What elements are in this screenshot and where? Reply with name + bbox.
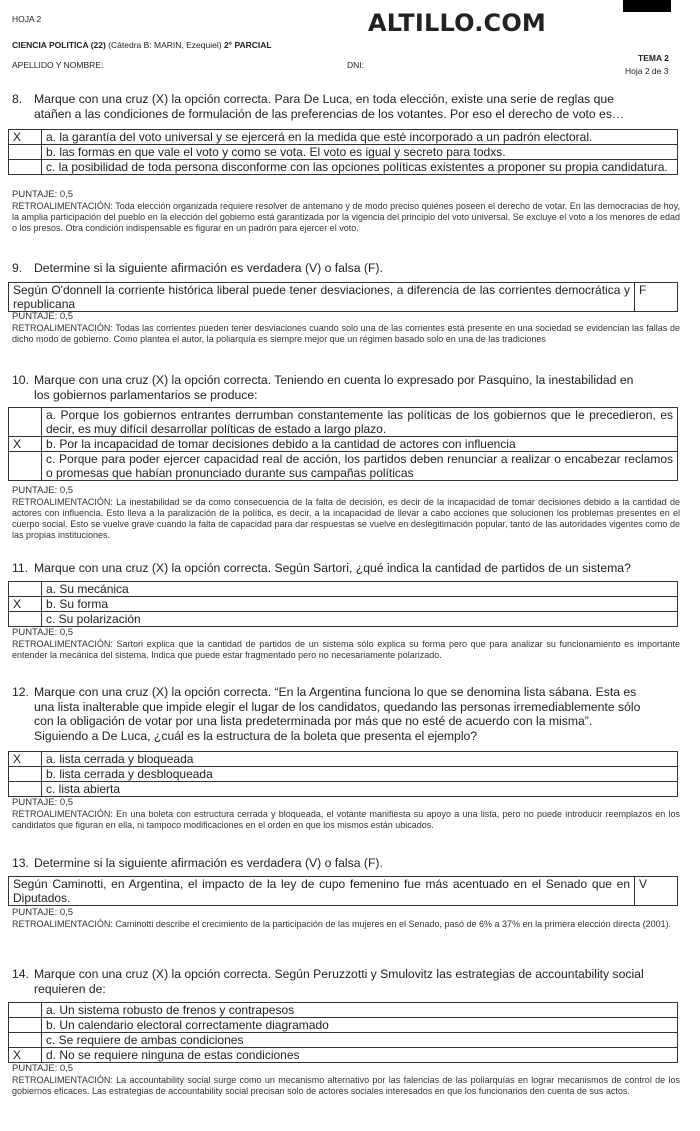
statement-table-q9 [8, 282, 678, 312]
option-row[interactable] [9, 1018, 678, 1033]
page-indicator: Hoja 2 de 3 [625, 66, 669, 76]
question-number: 8. [12, 92, 23, 106]
option-text: a. la garantía del voto universal y se ejercerá en la medida que esté incorporado a un padrón electoral. [42, 130, 678, 145]
option-mark[interactable]: X [9, 752, 42, 767]
option-mark[interactable] [9, 452, 42, 481]
score-label: PUNTAJE: 0,5 [12, 1063, 74, 1074]
option-text: c. Se requiere de ambas condiciones [42, 1033, 678, 1048]
question-number: 11. [12, 561, 29, 575]
options-table-q12 [8, 751, 678, 797]
option-mark[interactable]: X [9, 130, 42, 145]
feedback-text: RETROALIMENTACIÓN: Sartori explica que la cantidad de partidos de un sistema sólo explica su forma pero que para analizar su funcionamiento es importante entender la mecánica del sistema. Indica que puede estar fragmentado pero no necesariamente polarizado. [12, 639, 680, 660]
option-text: c. Porque para poder ejercer capacidad real de acción, los partidos deben renunciar a realizar o encabezar reclamos o promesas que habían pronunciado durante sus campañas políticas [42, 452, 678, 481]
question-number: 9. [12, 261, 23, 275]
question-11 [12, 561, 672, 576]
question-text-cont: requieren de: [34, 981, 106, 996]
option-text: b. las formas en que vale el voto y como se vota. El voto es igual y secreto para todxs. [42, 145, 678, 160]
question-number: 14. [12, 967, 29, 981]
option-text: a. Porque los gobiernos entrantes derrumban constantemente las políticas de los gobiernos que le precedieron, es decir, es muy difícil desarrollar políticas de estado a largo plazo. [42, 408, 678, 437]
option-row[interactable] [9, 452, 678, 481]
feedback-text: RETROALIMENTACIÓN: La accountability social surge como un mecanismo alternativo por las falencias de las poliarquías en lograr mecanismos de control de los gobiernos eficaces. Las estrategias de accountability social precisan solo de actores sociales interesados en que los funcionarios den cuenta de sus actos. [12, 1075, 680, 1096]
feedback-text: RETROALIMENTACIÓN: Toda elección organizada requiere resolver de antemano y de modo preciso quiénes poseen el derecho de votar. En las democracias de hoy, la amplia participación del pueblo en la elección del gobierno está garantizada por la vigencia del principio del voto universal. Se excluye el voto a los menores de edad o los presos. Otra condición indispensable es figurar en un padrón para ejercer el voto. [12, 201, 680, 233]
option-text: b. Su forma [42, 597, 678, 612]
option-row[interactable] [9, 597, 678, 612]
statement-text: Según O'donnell la corriente histórica liberal puede tener desviaciones, a diferencia de las corrientes democrática y republicana [9, 283, 635, 312]
options-table-q11 [8, 581, 678, 627]
option-row[interactable] [9, 1048, 678, 1063]
parcial: 2° PARCIAL [223, 40, 272, 50]
question-text: Marque con una cruz (X) la opción correcta. Teniendo en cuenta lo expresado por Pasquino, la inestabilidad en [34, 373, 634, 387]
score-label: PUNTAJE: 0,5 [12, 797, 74, 808]
question-text-cont: una lista inalterable que impide elegir el lugar de los candidatos, quedando las personas irremediablemente sólo [34, 699, 641, 714]
score-label: PUNTAJE: 0,5 [12, 189, 74, 200]
options-table-q14 [8, 1002, 678, 1063]
option-text: c. Su polarización [42, 612, 678, 627]
question-text: Determine si la siguiente afirmación es verdadera (V) o falsa (F). [34, 261, 383, 275]
question-number: 10. [12, 373, 29, 387]
option-row[interactable] [9, 752, 678, 767]
option-text: a. Un sistema robusto de frenos y contrapesos [42, 1003, 678, 1018]
question-number: 12. [12, 685, 29, 699]
option-mark[interactable] [9, 145, 42, 160]
option-text: d. No se requiere ninguna de estas condiciones [42, 1048, 678, 1063]
question-number: 13. [12, 856, 29, 870]
question-text: Determine si la siguiente afirmación es verdadera (V) o falsa (F). [34, 856, 383, 870]
option-row[interactable] [9, 408, 678, 437]
catedra: (Cátedra B: MARIN, Ezequiel) [108, 40, 222, 50]
option-row[interactable] [9, 612, 678, 627]
option-mark[interactable] [9, 1033, 42, 1048]
site-logo: ALTILLO.COM [368, 9, 547, 37]
question-text: Marque con una cruz (X) la opción correcta. “En la Argentina funciona lo que se denomina lista sábana. Esta es [34, 685, 637, 699]
options-table-q8 [8, 129, 678, 175]
option-mark[interactable] [9, 408, 42, 437]
question-text: Marque con una cruz (X) la opción correcta. Según Sartori, ¿qué indica la cantidad de partidos de un sistema? [34, 561, 631, 575]
score-label: PUNTAJE: 0,5 [12, 627, 74, 638]
option-row[interactable] [9, 160, 678, 175]
score-label: PUNTAJE: 0,5 [12, 907, 74, 918]
feedback-text: RETROALIMENTACIÓN: La inestabilidad se da como consecuencia de la falta de decisión, es decir de la incapacidad de tomar decisiones debido a la cantidad de actores con influencia. Esto lleva a la paralización de la política, es decir, a la incapacidad de llevar a cabo acciones que solucionen los problemas presentes en el cuerpo social. Esto se vuelve grave cuando la falta de capacidad para dar respuestas se vuelve en deslegitimación popular, tanto de las autoridades vigentes como de las propias instituciones. [12, 497, 680, 540]
dni-label: DNI: [347, 60, 364, 70]
feedback-text: RETROALIMENTACIÓN: Todas las corrientes pueden tener desviaciones cuando solo una de las corrientes está presente en una sociedad se evidencian las fallas de dicho modo de gobierno. Como plantea el autor, la poliarquía es siempre mejor que un régimen basado solo en una de las tradiciones [12, 323, 680, 344]
option-row[interactable] [9, 145, 678, 160]
score-label: PUNTAJE: 0,5 [12, 485, 74, 496]
option-row[interactable] [9, 767, 678, 782]
option-row[interactable] [9, 437, 678, 452]
option-row[interactable] [9, 582, 678, 597]
option-text: b. Por la incapacidad de tomar decisiones debido a la cantidad de actores con influencia [42, 437, 678, 452]
question-text-cont: los gobiernos parlamentarios se produce: [34, 387, 258, 402]
question-10 [12, 373, 672, 402]
true-false-answer[interactable]: V [635, 877, 678, 906]
option-text: a. lista cerrada y bloqueada [42, 752, 678, 767]
option-mark[interactable] [9, 767, 42, 782]
feedback-text: RETROALIMENTACIÓN: En una boleta con estructura cerrada y bloqueada, el votante manifiesta su apoyo a una lista, pero no puede introducir reemplazos en los candidatos que figuran en ella, ni tampoco modificaciones en el orden en que los mismos están ubicados. [12, 809, 680, 830]
score-label: PUNTAJE: 0,5 [12, 311, 74, 322]
tema-label: TEMA 2 [638, 53, 669, 63]
option-mark[interactable] [9, 582, 42, 597]
option-text: b. lista cerrada y desbloqueada [42, 767, 678, 782]
question-text-cont: con la obligación de votar por una lista predeterminada por más que no esté de acuerdo con la misma”. [34, 714, 593, 728]
option-row[interactable] [9, 130, 678, 145]
option-mark[interactable]: X [9, 1048, 42, 1063]
question-text-cont: atañen a las condiciones de formulación de las preferencias de los votantes. Por eso el derecho de voto es… [34, 106, 625, 121]
course-name: CIENCIA POLITICA (22) [12, 40, 106, 50]
question-8 [12, 92, 672, 121]
question-12 [12, 685, 672, 743]
feedback-text: RETROALIMENTACIÓN: Caminotti describe el crecimiento de la participación de las mujeres en el Senado, pasó de 6% a 37% en la primera elección directa (2001). [12, 919, 672, 929]
statement-text: Según Caminotti, en Argentina, el impacto de la ley de cupo femenino fue más acentuado en el Senado que en Diputados. [9, 877, 635, 906]
option-row[interactable] [9, 1033, 678, 1048]
option-mark[interactable]: X [9, 597, 42, 612]
question-14 [12, 967, 672, 996]
true-false-answer[interactable]: F [635, 283, 678, 312]
option-text: c. lista abierta [42, 782, 678, 797]
option-text: c. la posibilidad de toda persona disconforme con las opciones políticas existentes a proponer su propia candidatura. [42, 160, 678, 175]
question-9 [12, 261, 672, 276]
statement-table-q13 [8, 876, 678, 906]
option-mark[interactable]: X [9, 437, 42, 452]
course-line [12, 40, 272, 50]
option-mark[interactable] [9, 1018, 42, 1033]
name-label: APELLIDO Y NOMBRE: [12, 60, 104, 70]
option-text: a. Su mecánica [42, 582, 678, 597]
option-mark[interactable] [9, 160, 42, 175]
option-mark[interactable] [9, 612, 42, 627]
option-row[interactable] [9, 1003, 678, 1018]
options-table-q10 [8, 407, 678, 481]
question-text: Marque con una cruz (X) la opción correcta. Para De Luca, en toda elección, existe una serie de reglas que [34, 92, 614, 106]
option-mark[interactable] [9, 1003, 42, 1018]
question-text: Marque con una cruz (X) la opción correcta. Según Peruzzotti y Smulovitz las estrategias de accountability social [34, 967, 644, 981]
option-row[interactable] [9, 782, 678, 797]
redaction-bar [623, 0, 671, 12]
sheet-label: HOJA 2 [12, 14, 42, 24]
question-text-cont: Siguiendo a De Luca, ¿cuál es la estructura de la boleta que presenta el ejemplo? [34, 728, 478, 743]
option-text: b. Un calendario electoral correctamente diagramado [42, 1018, 678, 1033]
option-mark[interactable] [9, 782, 42, 797]
question-13 [12, 856, 672, 871]
